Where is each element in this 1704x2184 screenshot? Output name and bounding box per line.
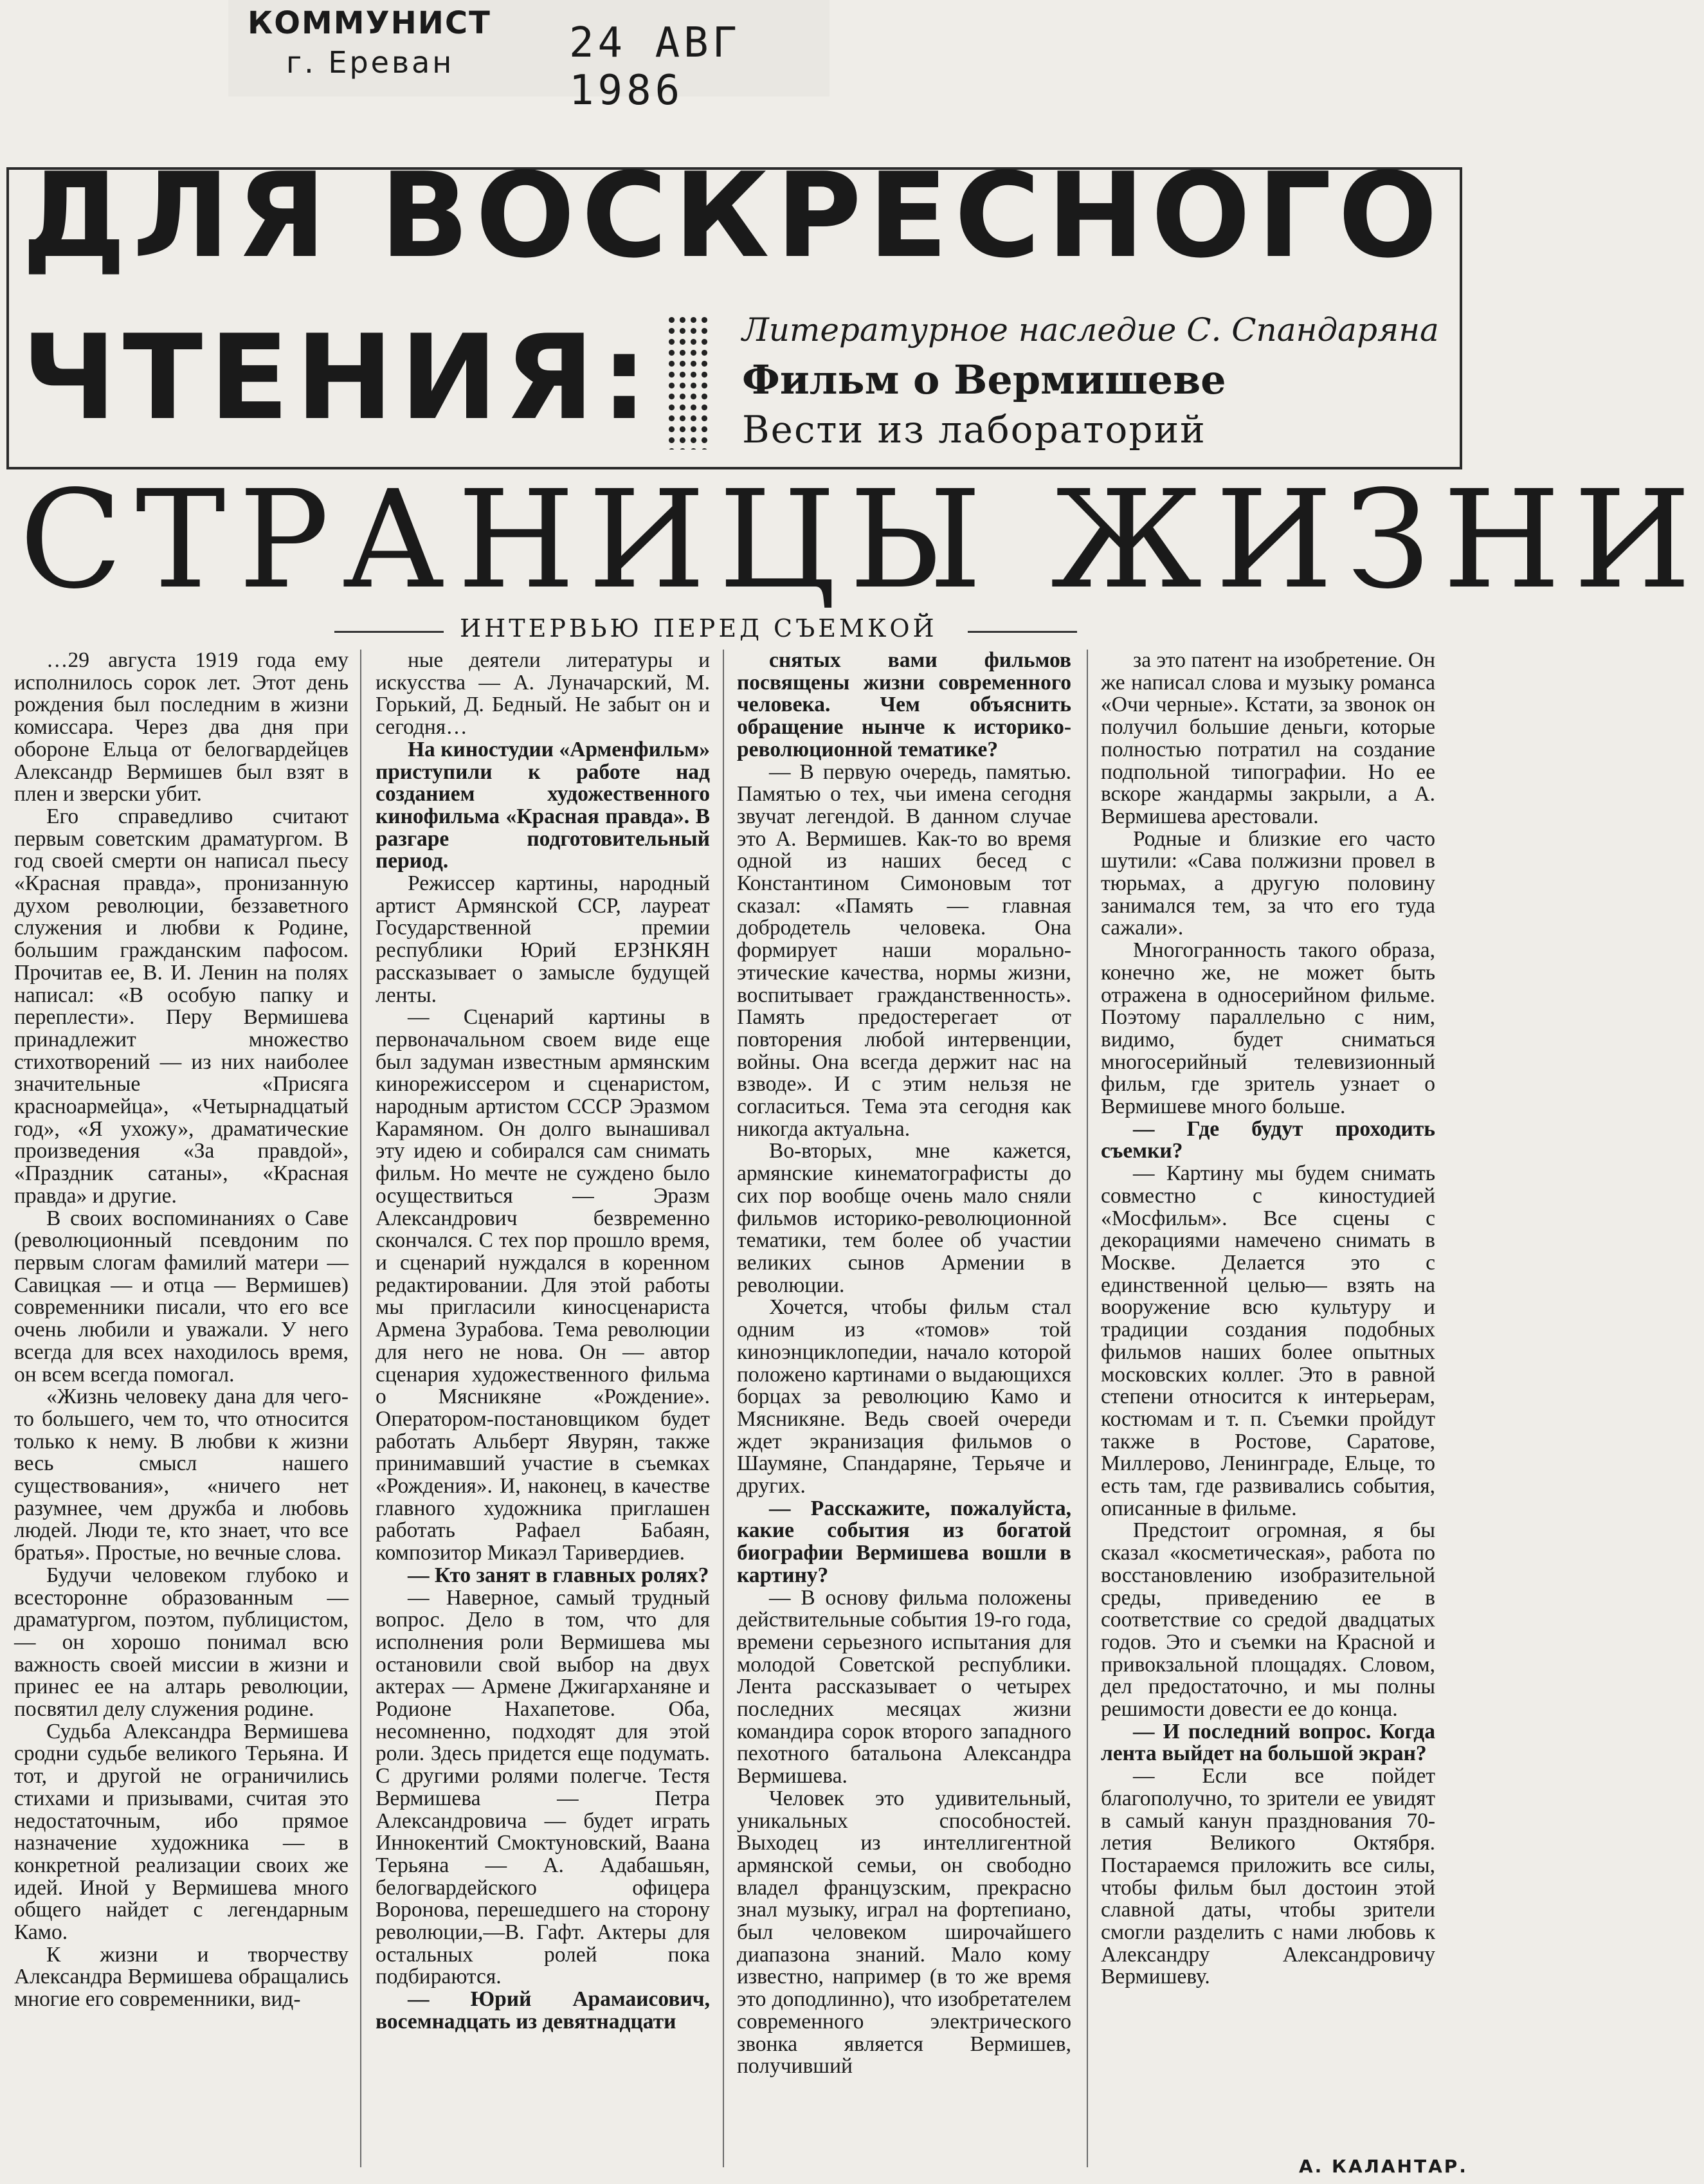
paragraph: ные деятели литературы и искусства — А. Луначарский, М. Горький, Д. Бедный. Не забыт он и сегодня… <box>376 648 710 740</box>
interview-question: — Где будут проходить съемки? <box>1101 1116 1435 1163</box>
paragraph: Режиссер картины, народный артист Армянской ССР, лауреат Государственной премии республики Юрий ЕРЗНКЯН рассказывает о замысле будущей ленты. <box>376 871 710 1007</box>
newspaper-name: КОММУНИСТ <box>248 5 491 41</box>
rubric-header <box>6 147 1462 469</box>
paragraph: Человек это удивительный, уникальных способностей. Выходец из интеллигентной армянской семьи, он свободно владел французским, прекрасно знал музыку, играл на фортепиано, был человеком широчайшего диапазона знаний. Мало кому известно, например (в то же время это доподлинно), что изобретателем современного электрического звонка является Вермишев, получивший <box>737 1786 1071 2079</box>
paragraph: — Наверное, самый трудный вопрос. Дело в том, что для исполнения роли Вермишева мы остановили свой выбор на двух актерах — Армене Джигарханяне и Родионе Нахапетове. Оба, несомненно, подходят для этой роли. Здесь придется еще подумать. С другими ролями полегче. Тестя Вермишева — Петра Александровича — будет играть Иннокентий Смоктуновский, Ваана Терьяна — А. Адабашьян, белогвардейского офицера Воронова, перешедшего на сторону революции,—В. Гафт. Актеры для остальных ролей пока подбираются. <box>376 1585 710 1989</box>
paragraph: «Жизнь человеку дана для чего-то большего, чем то, что относится только к нему. В любви к жизни весь смысл нашего существования», «ничего нет разумнее, чем дружба и любовь людей. Люди те, кто знает, что все братья». Простые, но вечные слова. <box>14 1385 349 1565</box>
interview-question: — Юрий Арамаисович, восемнадцать из девятнадцати <box>376 1987 710 2034</box>
article-subtitle: ИНТЕРВЬЮ ПЕРЕД СЪЕМКОЙ <box>460 614 938 642</box>
newspaper-city: г. Ереван <box>286 45 455 80</box>
subtitle-rule-left <box>334 631 444 633</box>
column-divider <box>1087 650 1088 2167</box>
interview-question: — И последний вопрос. Когда лента выйдет на большой экран? <box>1101 1719 1435 1766</box>
subtitle-rule-right <box>968 631 1077 633</box>
dot-grid-ornament <box>666 314 711 450</box>
interview-question: — Расскажите, пожалуйста, какие события из богатой биографии Вермишева вошли в картину? <box>737 1496 1071 1587</box>
paragraph: — В основу фильма положены действительные события 19-го года, времени серьезного испытания для молодой Советской республики. Лента рассказывает о четырех последних месяцах жизни командира сорок второго западного пехотного батальона Александра Вермишева. <box>737 1585 1071 1788</box>
teaser-3: Вести из лабораторий <box>742 408 1206 451</box>
paragraph: Многогранность такого образа, конечно же, не может быть отражена в односерийном фильме. Поэтому параллельно с ним, видимо, будет сниматься многосерийный телевизионный фильм, где зритель узнает о Вермишеве много больше. <box>1101 938 1435 1119</box>
paragraph: — В первую очередь, памятью. Памятью о тех, чьи имена сегодня звучат легендой. В данном случае это А. Вермишев. Как-то во время одной из наших бесед с Константином Симоновым тот сказал: «Память — главная добродетель человека. Она формирует наши морально-этические качества, нормы жизни, воспитывает гражданственность». Память предостерегает от повторения любой интервенции, войны. Она всегда держит нас на взводе». И с этим нельзя не согласиться. Тема эта сегодня как никогда актуальна. <box>737 760 1071 1141</box>
column-3 <box>737 650 1071 2078</box>
article-title: СТРАНИЦЫ ЖИЗНИ <box>19 461 1704 619</box>
teaser-2: Фильм о Вермишеве <box>742 356 1226 403</box>
paragraph: Хочется, чтобы фильм стал одним из «томов» той киноэнциклопедии, начало которой положено картинами о выдающихся борцах за революцию Камо и Мясникяне. Ведь своей очереди ждет экранизация фильмов о Шаумяне, Спандаряне, Терьяче и других. <box>737 1295 1071 1498</box>
paragraph: — Если все пойдет благополучно, то зрители ее увидят в самый канун празднования 70-летия Великого Октября. Постараемся приложить все силы, чтобы фильм был достоин этой славной даты, чтобы зрители смогли разделить с нами любовь к Александру Александровичу Вермишеву. <box>1101 1764 1435 1989</box>
subtitle-row <box>0 614 1474 640</box>
lead-paragraph: На киностудии «Арменфильм» приступили к работе над созданием художественного кинофильма «Красная правда». В разгаре подготовительный период. <box>376 737 710 873</box>
paragraph: Предстоит огромная, я бы сказал «косметическая», работа по восстановлению изобразительной среды, приведению ее в соответствие со средой двадцатых годов. Это и съемки на Красной и привокзальной площадях. Словом, дел предостаточно, и мы полны решимости довести ее до конца. <box>1101 1518 1435 1722</box>
paragraph: Родные и близкие его часто шутили: «Сава полжизни провел в тюрьмах, а другую половину занимался тем, за что его туда сажали». <box>1101 826 1435 940</box>
interview-question: — Кто занят в главных ролях? <box>408 1563 709 1587</box>
column-divider <box>723 650 724 2167</box>
paragraph: В своих воспоминаниях о Саве (революционный псевдоним по первым слогам фамилий матери — Савицкая — и отца — Вермишев) современники писали, что его все очень любили и уважали. У него всегда для всех находилось время, он всем всегда помогал. <box>14 1206 349 1387</box>
paragraph: …29 августа 1919 года ему исполнилось сорок лет. Этот день рождения был последним в жизни комиссара. Через два дня при обороне Ельца от белогвардейцев Александр Вермишев был взят в плен и зверски убит. <box>14 648 349 806</box>
paragraph: К жизни и творчеству Александра Вермишева обращались многие его современники, вид- <box>14 1942 349 2012</box>
paragraph: Его справедливо считают первым советским драматургом. В год своей смерти он написал пьесу «Красная правда», пронизанную духом революции, беззаветного служения и любви к Родине, большим гражданским пафосом. Прочитав ее, В. И. Ленин на полях написал: «В особую папку и переплести». Перу Вермишева принадлежит множество стихотворений — из них наиболее значительные «Присяга красноармейца», «Четырнадцатый год», «Я ухожу», драматические произведения «За правдой», «Праздник сатаны», «Красная правда» и другие. <box>14 804 349 1208</box>
author-signature: А. КАЛАНТАР. <box>1299 2156 1468 2177</box>
paragraph: за это патент на изобретение. Он же написал слова и музыку романса «Очи черные». Кстати, за звонок он получил большие деньги, которые полностью потратил на создание подпольной типографии. Но ее вскоре жандармы закрыли, а А. Вермишева арестовали. <box>1101 648 1435 828</box>
column-2 <box>376 650 710 2034</box>
newspaper-stamp <box>228 0 829 114</box>
paragraph: Во-вторых, мне кажется, армянские кинематографисты до сих пор вообще очень мало сняли фильмов историко-революционной тематики, тем более об участии великих сынов Армении в революции. <box>737 1139 1071 1297</box>
paragraph: Будучи человеком глубоко и всесторонне образованным — драматургом, поэтом, публицистом, — он хорошо понимал всю важность своей миссии в жизни и принес ее на алтарь революции, посвятил делу служения родине. <box>14 1563 349 1722</box>
column-4 <box>1101 650 1435 1988</box>
rubric-line-2: ЧТЕНИЯ: <box>22 309 655 446</box>
stamp-date: 24 АВГ 1986 <box>569 19 741 114</box>
paragraph: — Картину мы будем снимать совместно с киностудией «Мосфильм». Все сцены с декорациями намечено снимать в Москве. Делается это с единственной целью— взять на вооружение всю культуру и традиции создания подобных фильмов наших более опытных московских коллег. Это в равной степени относится к интерьерам, костюмам и т. п. Съемки пройдут также в Ростове, Саратове, Миллерово, Ленинграде, Ельце, то есть там, где развивались события, описанные в фильме. <box>1101 1161 1435 1520</box>
paragraph: Судьба Александра Вермишева сродни судьбе великого Терьяна. И тот, и другой не ограничились стихами и призывами, считая это недостаточным, ибо прямое назначение художника — в конкретной реализации своих же идей. Иной у Вермишева много общего найдет с легендарным Камо. <box>14 1719 349 1945</box>
paragraph: — Сценарий картины в первоначальном своем виде еще был задуман известным армянским кинорежиссером и сценаристом, народным артистом СССР Эразмом Карамяном. Он долго вынашивал эту идею и собирался сам снимать фильм. Но мечте не суждено было осуществиться — Эразм Александрович безвременно скончался. С тех пор прошло время, и сценарий нуждался в коренном редактировании. Для этой работы мы пригласили киносценариста Армена Зурабова. Тема революции для него не нова. Он — автор сценария художественного фильма о Мясникяне «Рождение». Оператором-постановщиком будет работать Альберт Явурян, также принимавший участие в съемках «Рождения». И, наконец, в качестве главного художника приглашен работать Рафаел Бабаян, композитор Микаэл Таривердиев. <box>376 1005 710 1565</box>
rubric-line-1: ДЛЯ ВОСКРЕСНОГО <box>22 147 1444 284</box>
column-1 <box>14 650 349 2011</box>
interview-question: снятых вами фильмов посвящены жизни современного человека. Чем объяснить обращение нынче к историко-революционной тематике? <box>737 648 1071 761</box>
column-divider <box>360 650 361 2167</box>
teaser-1: Литературное наследие С. Спандаряна <box>742 311 1439 349</box>
